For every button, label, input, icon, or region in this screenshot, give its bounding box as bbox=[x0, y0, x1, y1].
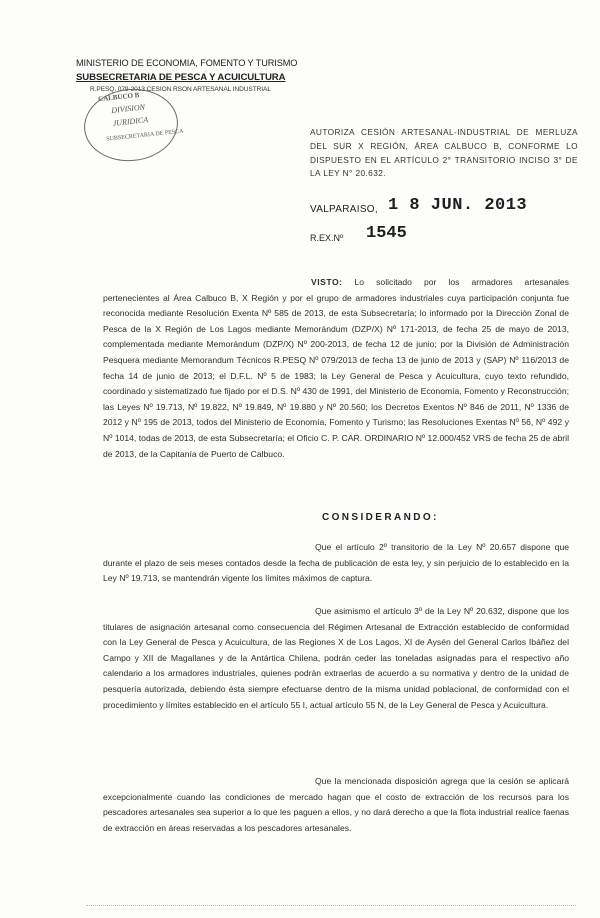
resolution-subject: AUTORIZA CESIÓN ARTESANAL-INDUSTRIAL DE MERLUZA DEL SUR X REGIÓN, ÁREA CALBUCO B, CONFORME LO DISPUESTO EN EL ARTÍCULO 2° TRANSITORIO INCISO 3° DE LA LEY N° 20.632. bbox=[310, 127, 578, 179]
considerando-paragraph-2: Que asimismo el artículo 3º de la Ley Nº 20.632, dispone que los titulares de asignación artesanal como consecuencia del Régimen Artesanal de Extracción establecido de conformidad con la Ley General de Pesca y Acuicultura, de las Regiones X de Los Lagos, XI de Aysén del General Carlos Ibáñez del Campo y XII de Magallanes y de la Antártica Chilena, podrán ceder las toneladas asignadas para el respectivo año calendario a los armadores industriales, quienes podrán extraerlas de acuerdo a su normativa y dentro de la unidad de pesquería autorizada, debiendo ésta siempre efectuarse dentro de la misma unidad poblacional, de conformidad con el procedimiento y límites establecido en el artículo 55 I, actual artículo 55 N, de la Ley General de Pesca y Acuicultura. bbox=[103, 606, 569, 710]
visto-paragraph bbox=[103, 275, 569, 462]
page-footer-divider bbox=[86, 905, 576, 906]
undersecretariat-name: SUBSECRETARIA DE PESCA Y ACUICULTURA bbox=[76, 72, 286, 83]
date-stamp: 1 8 JUN. 2013 bbox=[388, 196, 528, 215]
file-reference: R.PESQ. 079-2013 CESION RSON ARTESANAL INDUSTRIAL bbox=[90, 86, 271, 93]
stamp-line-3: JURIDICA bbox=[112, 115, 149, 128]
considerando-paragraph-3: Que la mencionada disposición agrega que la cesión se aplicará excepcionalmente cuando las condiciones de mercado hagan que el costo de extracción de los recursos para los pescadores artesanales sea superior a lo que les paguen a ellos, y no dará derecho a que la flota industrial realice faenas de extracción en áreas reservadas a los pescadores artesanales. bbox=[103, 776, 569, 833]
visto-label: VISTO: bbox=[311, 277, 343, 287]
ministry-name: MINISTERIO DE ECONOMIA, FOMENTO Y TURISMO bbox=[76, 58, 298, 68]
considerando-paragraph-1: Que el artículo 2º transitorio de la Ley Nº 20.657 dispone que durante el plazo de seis meses contados desde la fecha de publicación de esta ley, y sin perjuicio de lo establecido en la Ley Nº 19.713, se mantendrán vigente los límites máximos de captura. bbox=[103, 542, 569, 584]
resolution-number-label: R.EX.Nº bbox=[310, 233, 344, 243]
stamp-line-1: CALBUCO B bbox=[97, 90, 140, 104]
stamp-line-4: SUBSECRETARIA DE PESCA bbox=[106, 128, 184, 143]
considerando-heading: CONSIDERANDO: bbox=[322, 512, 439, 523]
stamp-line-2: DIVISION bbox=[110, 102, 146, 115]
legal-division-stamp bbox=[80, 84, 184, 165]
place-label: VALPARAISO, bbox=[310, 204, 378, 215]
visto-text: Lo solicitado por los armadores artesanales pertenecientes al Área Calbuco B, X Región y por el grupo de armadores industriales cuya participación conjunta fue reconocida mediante Resolución Exenta Nº 585 de 2013, de esta Subsecretaría; lo informado por la Dirección Zonal de Pesca de la X Región de Los Lagos mediante Memorándum (DZP/X) Nº 171-2013, de fecha 25 de mayo de 2013, complementada mediante Memorándum (DZP/X) Nº 200-2013, de fecha 12 de junio; por la División de Administración Pesquera mediante Memorandum Técnicos R.PESQ Nº 079/2013 de fecha 13 de junio de 2013 y (SAP) Nº 116/2013 de fecha 14 de junio de 2013; el D.F.L. Nº 5 de 1983; la Ley General de Pesca y Acuicultura, cuyo texto refundido, coordinado y sistematizado fue fijado por el D.S. Nº 430 de 1991, del Ministerio de Economía, Fomento y Reconstrucción; las Leyes Nº 19.713, Nº 19.822, Nº 19.849, Nº 19.880 y Nº 20.560; los Decretos Exentos Nº 846 de 2011, Nº 1336 de 2012 y Nº 195 de 2013, todos del Ministerio de Economía, Fomento y Turismo; las Resoluciones Exentas Nº 56, Nº 492 y Nº 1014, todas de 2013, de esta Subsecretaría; el Oficio C. P. CAR. ORDINARIO Nº 12.000/452 VRS de fecha 25 de abril de 2013, de la Capitanía de Puerto de Calbuco. bbox=[103, 277, 569, 459]
resolution-number: 1545 bbox=[366, 224, 407, 243]
